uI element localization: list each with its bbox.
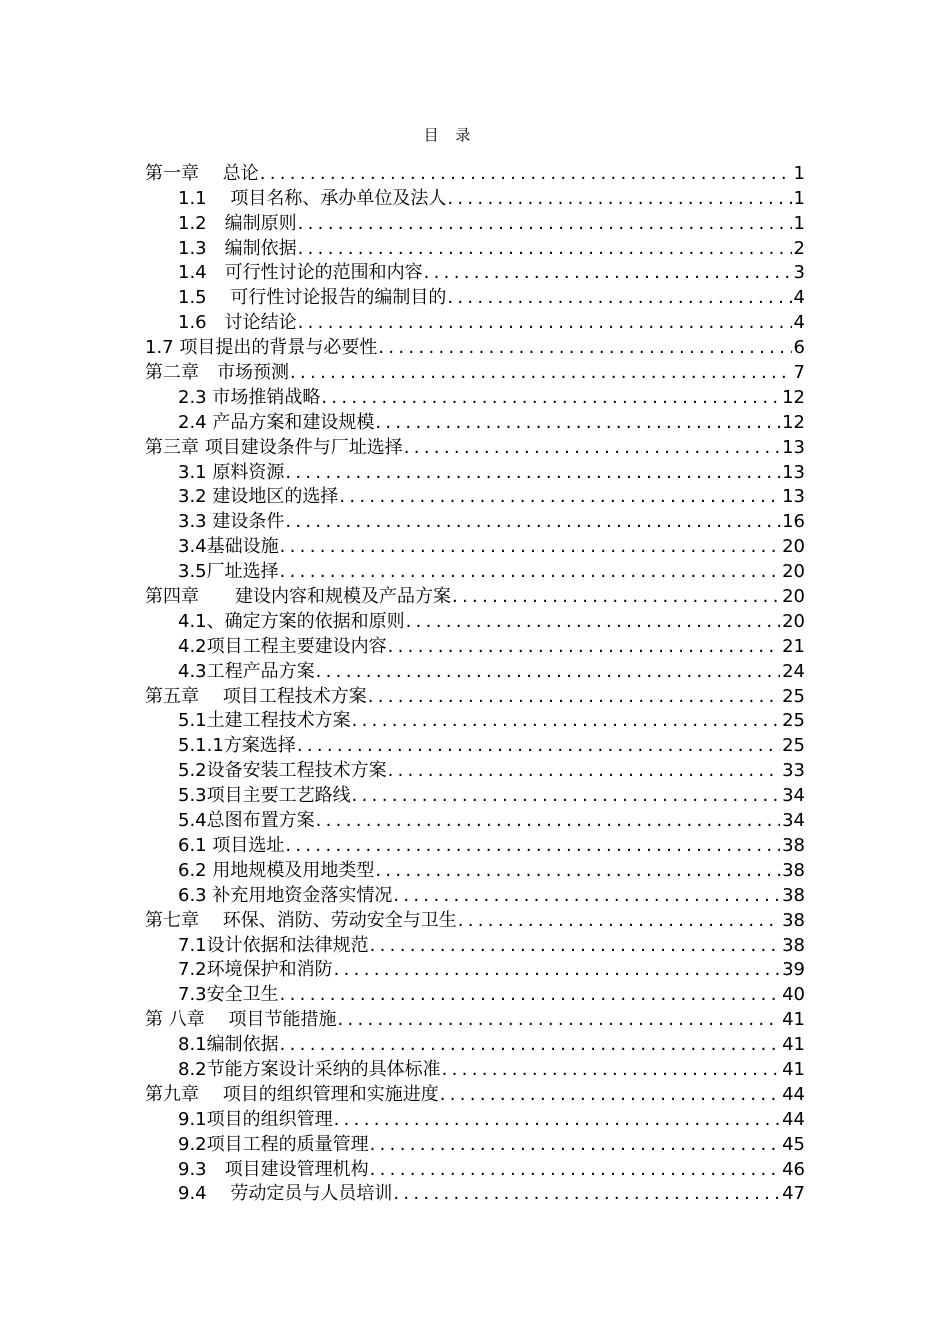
toc-page-number: 3 (793, 262, 805, 284)
toc-page-number: 24 (782, 660, 805, 682)
toc-entry[interactable] (145, 309, 805, 334)
toc-page-number: 38 (782, 884, 805, 906)
toc-page-number: 20 (782, 561, 805, 583)
toc-dot-leader (260, 163, 792, 185)
toc-entry-title: 4.1、确定方案的依据和原则 (178, 610, 405, 632)
toc-entry-title: 6.3 补充用地资金落实情况 (178, 884, 393, 906)
toc-dot-leader (424, 262, 792, 284)
toc-dot-leader (452, 586, 780, 608)
toc-entry-title: 2.4 产品方案和建设规模 (178, 411, 375, 433)
toc-dot-leader (370, 1159, 780, 1181)
toc-dot-leader (321, 387, 780, 409)
toc-entry[interactable] (145, 1181, 805, 1206)
toc-entry-title: 7.3安全卫生 (178, 984, 279, 1006)
toc-entry-title: 1.6 讨论结论 (178, 312, 297, 334)
toc-page-number: 38 (782, 934, 805, 956)
toc-page-number: 13 (782, 461, 805, 483)
toc-dot-leader (406, 611, 780, 633)
toc-entry-title: 5.3项目主要工艺路线 (178, 785, 351, 807)
toc-entry[interactable] (145, 1106, 805, 1131)
toc-page-number: 38 (782, 859, 805, 881)
toc-entry[interactable] (145, 633, 805, 658)
toc-dot-leader (447, 287, 791, 309)
toc-entry[interactable] (145, 384, 805, 409)
toc-page-number: 41 (782, 1009, 805, 1031)
toc-entry[interactable] (145, 359, 805, 384)
toc-page-number: 34 (782, 785, 805, 807)
toc-dot-leader (280, 536, 780, 558)
toc-page-number: 1 (793, 162, 805, 184)
toc-dot-leader (404, 437, 780, 459)
toc-dot-leader (442, 1059, 780, 1081)
toc-dot-leader (298, 312, 792, 334)
toc-title: 目 录 (423, 126, 477, 144)
toc-page-number: 34 (782, 810, 805, 832)
toc-page-number: 13 (782, 436, 805, 458)
toc-dot-leader (393, 1183, 780, 1205)
toc-dot-leader (285, 511, 780, 533)
toc-entry-title: 1.7 项目提出的背景与必要性 (145, 337, 378, 359)
toc-entry[interactable] (145, 583, 805, 608)
toc-entry-title: 3.3 建设条件 (178, 511, 285, 533)
toc-dot-leader (388, 760, 780, 782)
toc-page-number: 39 (782, 959, 805, 981)
toc-entry-title: 3.2 建设地区的选择 (178, 486, 339, 508)
toc-entry-title: 9.3 项目建设管理机构 (178, 1158, 369, 1180)
toc-entry-title: 5.4总图布置方案 (178, 810, 315, 832)
toc-dot-leader (290, 362, 792, 384)
toc-entry[interactable] (145, 957, 805, 982)
toc-entry-title: 第三章 项目建设条件与厂址选择 (145, 436, 403, 458)
toc-entry[interactable] (145, 1131, 805, 1156)
toc-dot-leader (298, 213, 792, 235)
toc-dot-leader (375, 412, 780, 434)
toc-entry[interactable] (145, 1056, 805, 1081)
toc-dot-leader (352, 710, 780, 732)
toc-page-number: 7 (793, 362, 805, 384)
toc-page-number: 6 (793, 337, 805, 359)
toc-dot-leader (297, 735, 780, 757)
toc-entry[interactable] (145, 857, 805, 882)
toc-entry[interactable] (145, 508, 805, 533)
toc-dot-leader (280, 561, 780, 583)
toc-dot-leader (339, 486, 780, 508)
toc-dot-leader (375, 860, 780, 882)
toc-entry-title: 第二章 市场预测 (145, 362, 289, 384)
toc-entry[interactable] (145, 334, 805, 359)
toc-entry-title: 第九章 项目的组织管理和实施进度 (145, 1083, 439, 1105)
toc-entry-title: 9.4 劳动定员与人员培训 (178, 1183, 393, 1205)
toc-entry[interactable] (145, 210, 805, 235)
toc-page-number: 20 (782, 610, 805, 632)
toc-page-number: 12 (782, 386, 805, 408)
toc-page-number: 21 (782, 635, 805, 657)
toc-dot-leader (285, 835, 780, 857)
toc-entry[interactable] (145, 558, 805, 583)
toc-entry-title: 第一章 总论 (145, 162, 259, 184)
toc-entry-title: 1.3 编制依据 (178, 237, 297, 259)
toc-dot-leader (458, 910, 780, 932)
toc-page-number: 4 (793, 287, 805, 309)
toc-entry[interactable] (145, 484, 805, 509)
toc-entry[interactable] (145, 907, 805, 932)
toc-page-number: 25 (782, 735, 805, 757)
toc-entry-title: 8.1编制依据 (178, 1034, 279, 1056)
toc-dot-leader (280, 1034, 780, 1056)
toc-page-number: 40 (782, 984, 805, 1006)
toc-dot-leader (285, 462, 780, 484)
toc-page-number: 16 (782, 511, 805, 533)
toc-entry[interactable] (145, 260, 805, 285)
toc-entry[interactable] (145, 757, 805, 782)
toc-entry[interactable] (145, 932, 805, 957)
toc-entry-title: 9.1项目的组织管理 (178, 1108, 333, 1130)
toc-entry-title: 5.2设备安装工程技术方案 (178, 760, 387, 782)
toc-entry-title: 6.1 项目选址 (178, 834, 285, 856)
toc-entry[interactable] (145, 409, 805, 434)
toc-dot-leader (280, 984, 780, 1006)
toc-entry-title: 6.2 用地规模及用地类型 (178, 859, 375, 881)
toc-dot-leader (334, 959, 780, 981)
toc-entry[interactable] (145, 658, 805, 683)
toc-entry-title: 8.2节能方案设计采纳的具体标准 (178, 1058, 441, 1080)
toc-entry-title: 4.2项目工程主要建设内容 (178, 635, 387, 657)
toc-page-number: 41 (782, 1034, 805, 1056)
toc-page-number: 44 (782, 1108, 805, 1130)
toc-page-number: 13 (782, 486, 805, 508)
toc-entry[interactable] (145, 882, 805, 907)
toc-dot-leader (352, 785, 780, 807)
toc-entry-title: 4.3工程产品方案 (178, 660, 315, 682)
toc-page-number: 12 (782, 411, 805, 433)
toc-page-number: 20 (782, 536, 805, 558)
toc-entry-title: 7.2环境保护和消防 (178, 959, 333, 981)
toc-entry[interactable] (145, 434, 805, 459)
toc-entry[interactable] (145, 235, 805, 260)
toc-entry[interactable] (145, 1031, 805, 1056)
toc-entry-title: 3.4基础设施 (178, 536, 279, 558)
toc-page-number: 47 (782, 1183, 805, 1205)
toc-entry-title: 3.1 原料资源 (178, 461, 285, 483)
toc-entry-title: 1.4 可行性讨论的范围和内容 (178, 262, 423, 284)
toc-entry[interactable] (145, 185, 805, 210)
toc-page-number: 25 (782, 685, 805, 707)
toc-page-number: 25 (782, 710, 805, 732)
toc-page-number: 2 (793, 237, 805, 259)
toc-entry[interactable] (145, 284, 805, 309)
toc-entry-title: 3.5厂址选择 (178, 561, 279, 583)
toc-entry-title: 9.2项目工程的质量管理 (178, 1133, 369, 1155)
toc-dot-leader (298, 238, 792, 260)
toc-entry[interactable] (145, 1081, 805, 1106)
toc-entry[interactable] (145, 807, 805, 832)
toc-page-number: 38 (782, 834, 805, 856)
toc-entry-title: 7.1设计依据和法律规范 (178, 934, 369, 956)
toc-entry-title: 第七章 环保、消防、劳动安全与卫生 (145, 909, 457, 931)
table-of-contents (145, 160, 805, 1205)
toc-page-number: 45 (782, 1133, 805, 1155)
toc-entry-title: 第四章 建设内容和规模及产品方案 (145, 586, 451, 608)
toc-entry-title: 5.1土建工程技术方案 (178, 710, 351, 732)
toc-entry[interactable] (145, 459, 805, 484)
toc-dot-leader (370, 1134, 780, 1156)
toc-entry[interactable] (145, 683, 805, 708)
toc-page-number: 41 (782, 1058, 805, 1080)
toc-dot-leader (393, 885, 780, 907)
toc-page-number: 33 (782, 760, 805, 782)
toc-page-number: 46 (782, 1158, 805, 1180)
toc-entry-title: 1.2 编制原则 (178, 212, 297, 234)
toc-page-number: 20 (782, 586, 805, 608)
toc-entry[interactable] (145, 160, 805, 185)
toc-dot-leader (316, 661, 780, 683)
toc-page-number: 1 (793, 187, 805, 209)
toc-page-number: 44 (782, 1083, 805, 1105)
toc-dot-leader (440, 1084, 780, 1106)
toc-entry[interactable] (145, 832, 805, 857)
toc-entry[interactable] (145, 708, 805, 733)
toc-dot-leader (447, 188, 791, 210)
toc-entry[interactable] (145, 608, 805, 633)
toc-page-number: 1 (793, 212, 805, 234)
toc-page-number: 4 (793, 312, 805, 334)
toc-dot-leader (368, 686, 780, 708)
toc-entry-title: 2.3 市场推销战略 (178, 386, 321, 408)
toc-dot-leader (378, 337, 791, 359)
toc-dot-leader (337, 1009, 780, 1031)
toc-dot-leader (316, 810, 780, 832)
toc-page-number: 38 (782, 909, 805, 931)
toc-dot-leader (388, 636, 780, 658)
toc-entry-title: 5.1.1方案选择 (178, 735, 296, 757)
toc-entry[interactable] (145, 981, 805, 1006)
toc-entry[interactable] (145, 1156, 805, 1181)
toc-entry-title: 第五章 项目工程技术方案 (145, 685, 367, 707)
toc-entry-title: 第 八章 项目节能措施 (145, 1009, 337, 1031)
toc-dot-leader (334, 1109, 780, 1131)
toc-entry[interactable] (145, 1006, 805, 1031)
toc-dot-leader (370, 935, 780, 957)
toc-entry[interactable] (145, 782, 805, 807)
toc-entry[interactable] (145, 732, 805, 757)
toc-entry-title: 1.5 可行性讨论报告的编制目的 (178, 287, 447, 309)
toc-entry[interactable] (145, 533, 805, 558)
toc-entry-title: 1.1 项目名称、承办单位及法人 (178, 187, 447, 209)
